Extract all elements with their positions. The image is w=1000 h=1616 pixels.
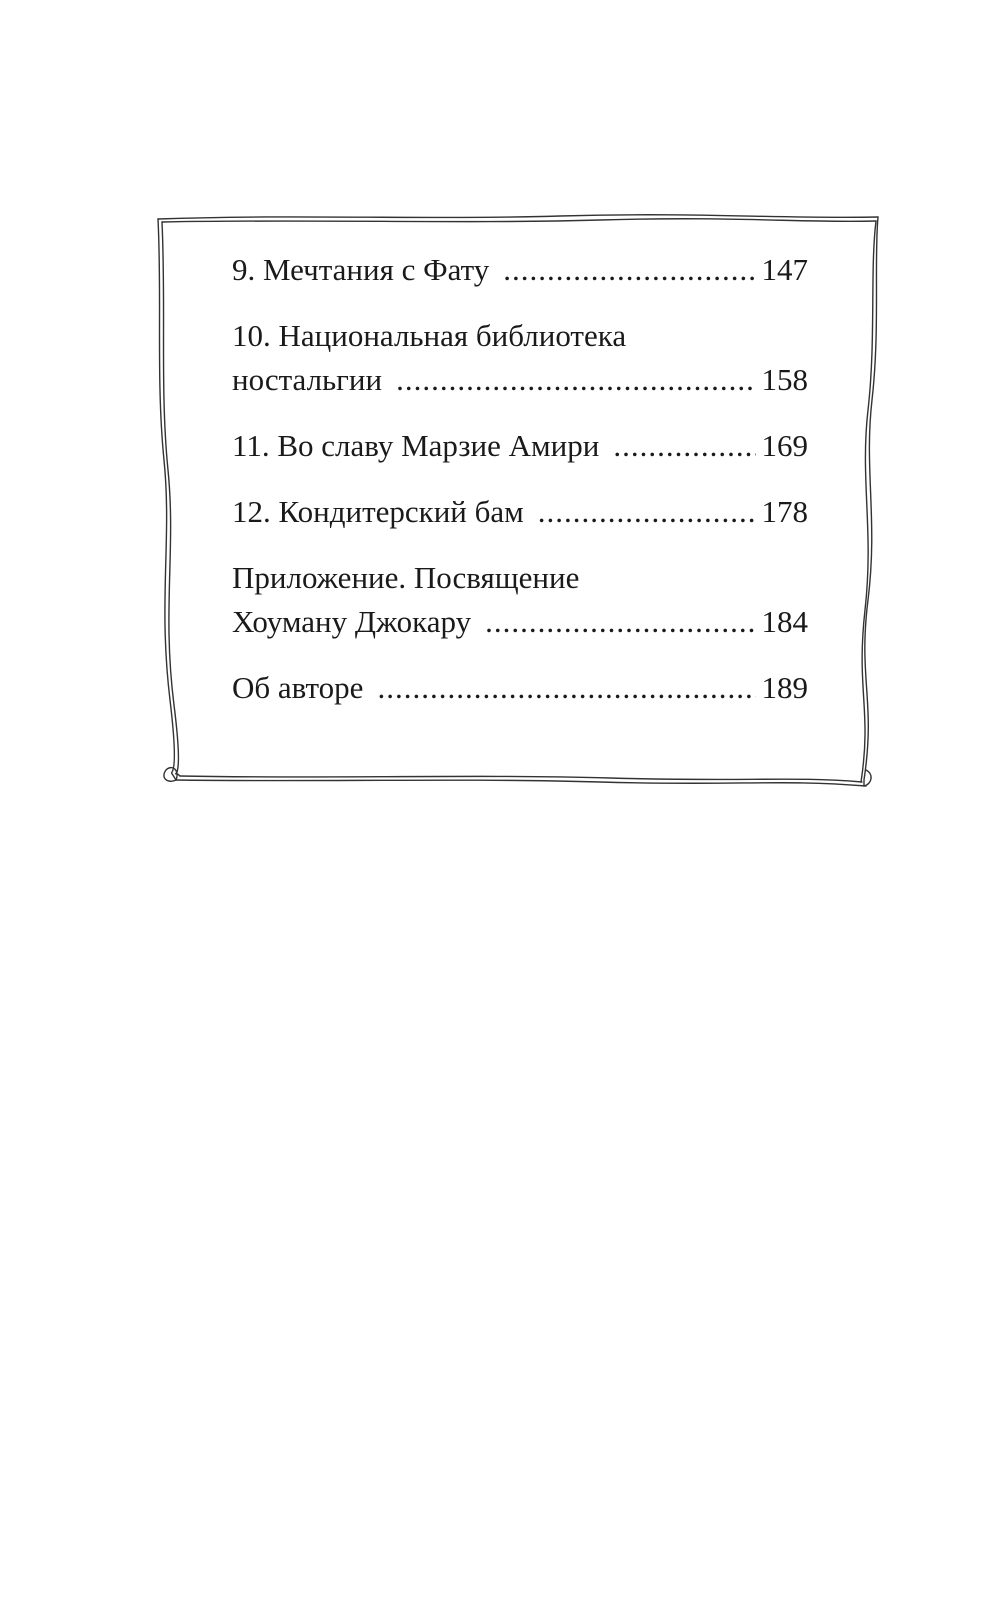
toc-page-number: 169 — [761, 428, 808, 463]
toc-dot-leader — [485, 600, 755, 644]
toc-entry[interactable] — [232, 666, 808, 710]
toc-page-number: 158 — [761, 362, 808, 397]
frame-top-edge — [158, 215, 878, 219]
frame-bottom-edge — [176, 780, 866, 786]
toc-entry-title: 12. Кондитерский бам — [232, 494, 524, 529]
toc-entry-title-continued: Хоуману Джокару — [232, 604, 472, 639]
toc-entry[interactable] — [232, 248, 808, 292]
toc-entry-title-continued: ностальгии — [232, 362, 383, 397]
frame-right-edge-2 — [861, 221, 876, 782]
toc-entry-title: Об авторе — [232, 670, 364, 705]
toc-entry-title: Приложение. Посвящение — [232, 560, 580, 595]
frame-left-edge-2 — [162, 222, 180, 776]
toc-dot-leader — [503, 248, 755, 292]
toc-entry[interactable] — [232, 490, 808, 534]
toc-entry-title: 10. Национальная библиотека — [232, 318, 627, 353]
toc-dot-leader — [538, 490, 756, 534]
toc-entry-title: 9. Мечтания с Фату — [232, 252, 490, 287]
toc-page-number: 147 — [761, 252, 808, 287]
toc-dot-leader — [377, 666, 755, 710]
toc-entry-title: 11. Во славу Марзие Амири — [232, 428, 600, 463]
toc-entry[interactable] — [232, 314, 808, 402]
table-of-contents — [232, 248, 808, 732]
toc-page-number: 184 — [761, 604, 808, 639]
toc-entry[interactable] — [232, 424, 808, 468]
toc-page-number: 189 — [761, 670, 808, 705]
toc-dot-leader — [396, 358, 755, 402]
toc-page-number: 178 — [761, 494, 808, 529]
frame-top-edge-2 — [162, 219, 876, 222]
toc-entry[interactable] — [232, 556, 808, 644]
toc-dot-leader — [613, 424, 755, 468]
